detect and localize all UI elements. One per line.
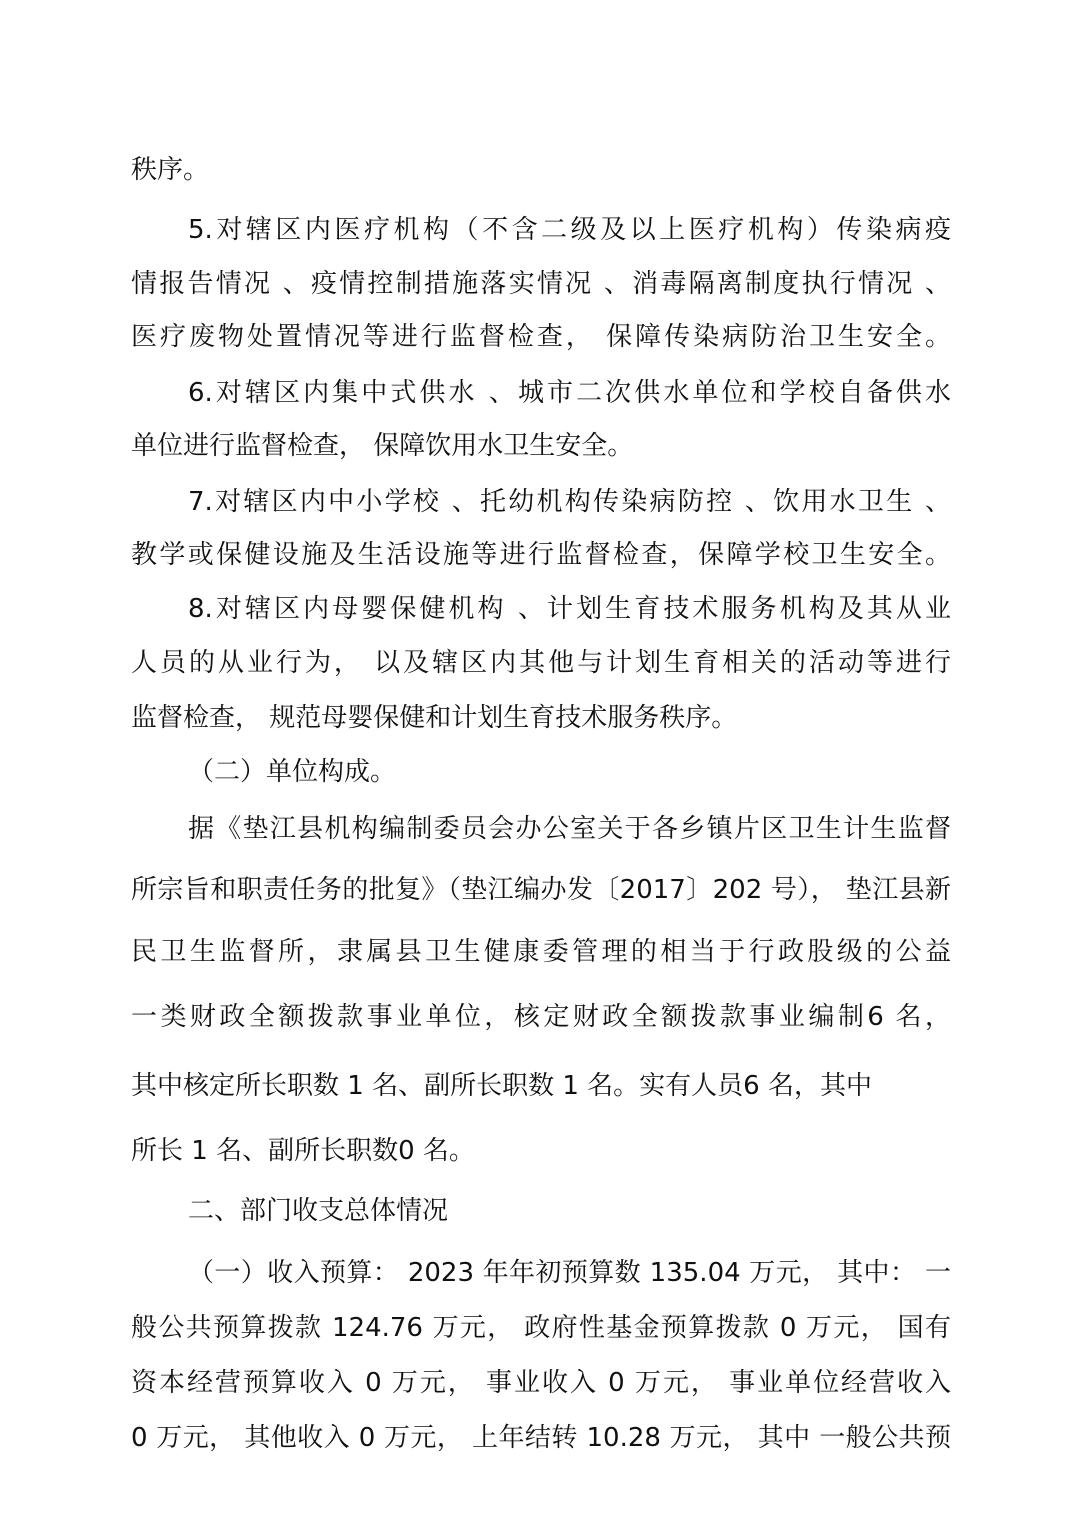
text-line-21: 般公共预算拨款 124.76 万元， 政府性基金预算拨款 0 万元， 国有 bbox=[131, 1313, 951, 1343]
text-line-7: 7.对辖区内中小学校 、托幼机构传染病防控 、饮用水卫生 、 bbox=[188, 487, 951, 517]
section-heading-unit-composition: （二）单位构成。 bbox=[188, 757, 397, 787]
text-line-13: 据《垫江县机构编制委员会办公室关于各乡镇片区卫生计生监督 bbox=[188, 814, 951, 844]
text-line-4: 医疗废物处置情况等进行监督检查， 保障传染病防治卫生安全。 bbox=[131, 322, 951, 352]
text-line-22: 资本经营预算收入 0 万元， 事业收入 0 万元， 事业单位经营收入 bbox=[131, 1368, 951, 1398]
text-line-17: 其中核定所长职数 1 名、副所长职数 1 名。实有人员6 名，其中 bbox=[131, 1071, 872, 1101]
text-line-11: 监督检查， 规范母婴保健和计划生育技术服务秩序。 bbox=[131, 703, 738, 733]
text-line-16: 一类财政全额拨款事业单位，核定财政全额拨款事业编制6 名， bbox=[131, 1002, 951, 1032]
text-line-5: 6.对辖区内集中式供水 、城市二次供水单位和学校自备供水 bbox=[188, 378, 951, 408]
text-line-3: 情报告情况 、疫情控制措施落实情况 、消毒隔离制度执行情况 、 bbox=[131, 269, 951, 299]
text-line-18: 所长 1 名、副所长职数0 名。 bbox=[131, 1136, 475, 1166]
text-line-6: 单位进行监督检查， 保障饮用水卫生安全。 bbox=[131, 431, 634, 461]
text-line-9: 8.对辖区内母婴保健机构 、计划生育技术服务机构及其从业 bbox=[188, 594, 951, 624]
text-line-15: 民卫生监督所，隶属县卫生健康委管理的相当于行政股级的公益 bbox=[131, 937, 951, 967]
section-heading-budget-overview: 二、部门收支总体情况 bbox=[188, 1196, 449, 1226]
text-line-23: 0 万元， 其他收入 0 万元， 上年结转 10.28 万元， 其中 一般公共预 bbox=[131, 1423, 951, 1453]
text-line-1: 秩序。 bbox=[131, 155, 210, 185]
text-line-20: （一）收入预算： 2023 年年初预算数 135.04 万元， 其中： 一 bbox=[188, 1258, 951, 1288]
text-line-2: 5.对辖区内医疗机构（不含二级及以上医疗机构）传染病疫 bbox=[188, 215, 951, 245]
text-line-10: 人员的从业行为， 以及辖区内其他与计划生育相关的活动等进行 bbox=[131, 648, 951, 678]
text-line-8: 教学或保健设施及生活设施等进行监督检查，保障学校卫生安全。 bbox=[131, 540, 951, 570]
text-line-14: 所宗旨和职责任务的批复》（垫江编办发〔2017〕202 号）， 垫江县新 bbox=[131, 875, 951, 905]
